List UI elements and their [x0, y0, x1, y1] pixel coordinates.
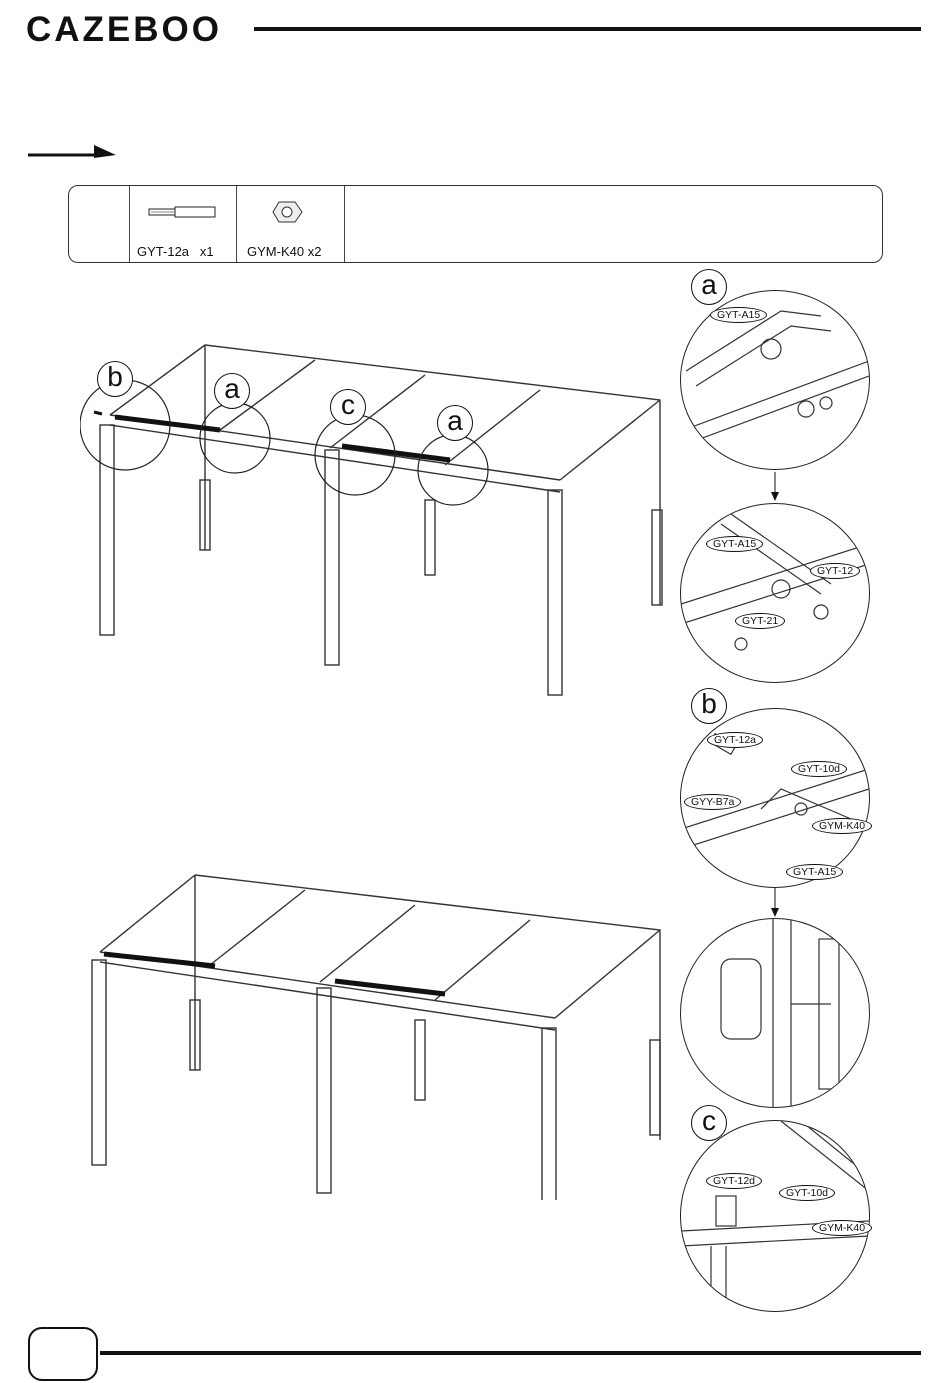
parts-list: [68, 185, 883, 263]
detail-b-bottom: [680, 918, 870, 1108]
detail-label-a: a: [691, 269, 727, 305]
label-gyt-12: GYT-12: [810, 563, 860, 579]
footer-rule: [100, 1351, 921, 1355]
label-gyt-21: GYT-21: [735, 613, 785, 629]
step-arrow-icon: [28, 140, 118, 162]
part-label-gyt-12a: GYT-12a x1: [137, 244, 214, 259]
pergola-drawing-top: [80, 330, 680, 700]
down-arrow-icon: [770, 472, 780, 502]
detail-a-bottom: [680, 503, 870, 683]
label-gyt-a15: GYT-A15: [710, 307, 767, 323]
header-rule: [254, 27, 921, 31]
detail-a-top: [680, 290, 870, 470]
pin-icon: [147, 204, 217, 220]
detail-c: [680, 1120, 870, 1312]
label-gyt-10d-c: GYT-10d: [779, 1185, 835, 1201]
detail-label-c: c: [691, 1105, 727, 1141]
label-gym-k40-c: GYM-K40: [812, 1220, 872, 1236]
label-gyt-a15-2: GYT-A15: [706, 536, 763, 552]
callout-a-second: a: [437, 405, 473, 441]
brand-logo: CAZEBOO: [26, 10, 222, 49]
label-gym-k40: GYM-K40: [812, 818, 872, 834]
label-gyt-12a: GYT-12a: [707, 732, 763, 748]
nut-icon: [271, 198, 305, 226]
page-number-box: [28, 1327, 98, 1381]
pergola-drawing-bottom: [80, 870, 680, 1200]
down-arrow-icon-2: [770, 888, 780, 918]
callout-a: a: [214, 373, 250, 409]
label-gyy-b7a: GYY-B7a: [684, 794, 741, 810]
label-gyt-10d: GYT-10d: [791, 761, 847, 777]
detail-label-b: b: [691, 688, 727, 724]
callout-c: c: [330, 389, 366, 425]
part-label-gym-k40: GYM-K40 x2: [247, 244, 322, 259]
label-gyt-a15-b: GYT-A15: [786, 864, 843, 880]
label-gyt-12d: GYT-12d: [706, 1173, 762, 1189]
callout-b: b: [97, 361, 133, 397]
